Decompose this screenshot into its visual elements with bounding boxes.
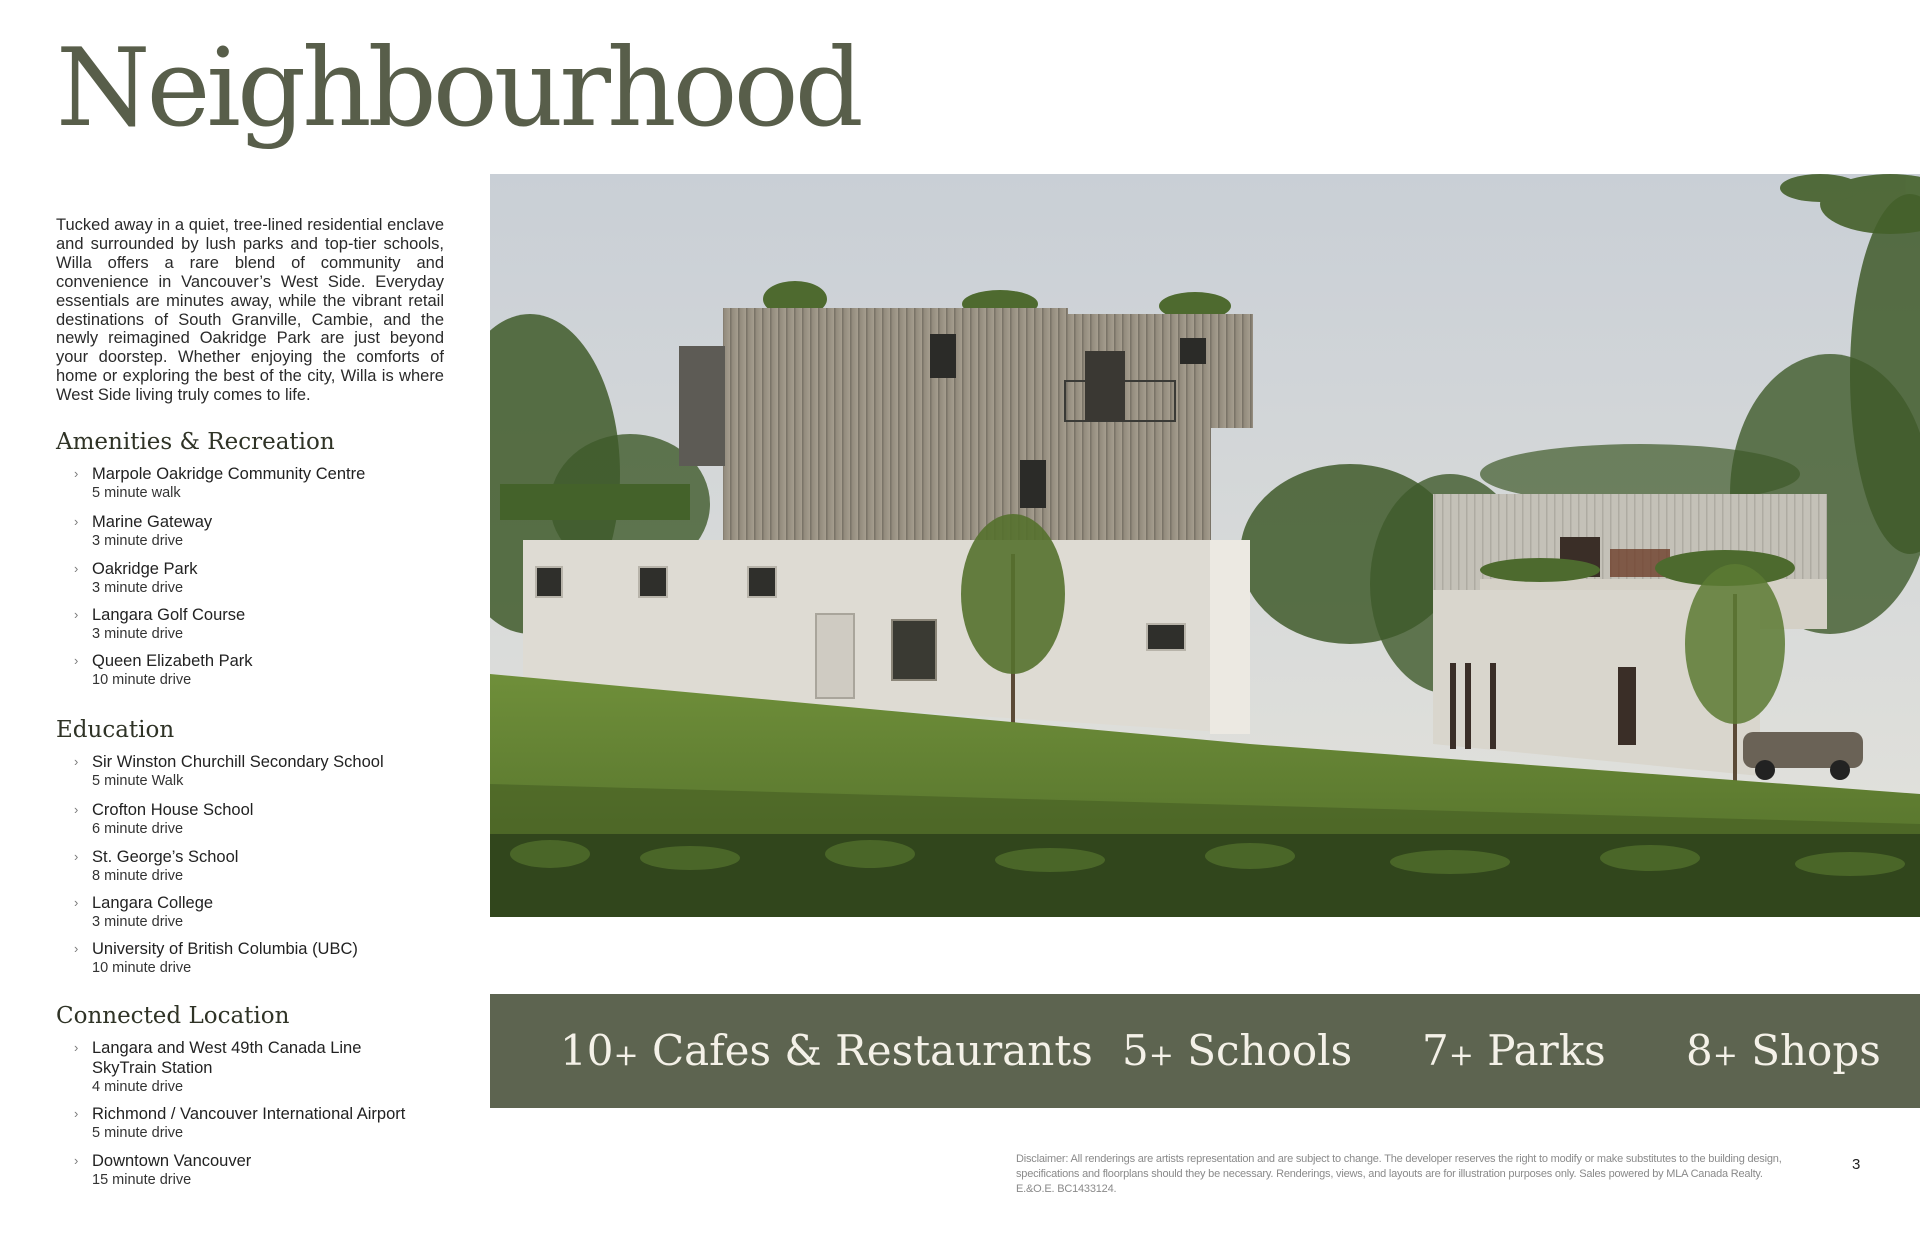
list-item-name: Langara Golf Course — [92, 606, 246, 624]
list-item-name: Richmond / Vancouver International Airport — [92, 1105, 406, 1123]
chevron-right-icon: › — [74, 653, 79, 668]
stat-plus: + — [613, 1038, 639, 1073]
list-item-distance: 3 minute drive — [92, 533, 184, 549]
list-item — [56, 512, 446, 550]
list-item-distance: 3 minute drive — [92, 914, 184, 930]
page-title: Neighbourhood — [56, 26, 860, 151]
list-item — [56, 800, 446, 838]
stat-label: Parks — [1487, 1026, 1606, 1075]
page-number: 3 — [1852, 1156, 1861, 1173]
chevron-right-icon: › — [74, 849, 79, 864]
stat-number: 5 — [1122, 1026, 1149, 1075]
chevron-right-icon: › — [74, 1106, 79, 1121]
chevron-right-icon: › — [74, 466, 79, 481]
connected-heading: Connected Location — [56, 1003, 290, 1029]
amenity-stats-bar — [490, 994, 1920, 1108]
chevron-right-icon: › — [74, 754, 79, 769]
chevron-right-icon: › — [74, 561, 79, 576]
chevron-right-icon: › — [74, 802, 79, 817]
stat-plus: + — [1712, 1038, 1738, 1073]
stat-label: Shops — [1751, 1026, 1881, 1075]
list-item-distance: 4 minute drive — [92, 1079, 184, 1095]
list-item — [56, 939, 446, 977]
list-item-distance: 3 minute drive — [92, 580, 184, 596]
chevron-right-icon: › — [74, 514, 79, 529]
stat-number: 8 — [1686, 1026, 1713, 1075]
list-item-name: Marpole Oakridge Community Centre — [92, 465, 366, 483]
list-item-name: Downtown Vancouver — [92, 1152, 252, 1170]
list-item-distance: 5 minute drive — [92, 1125, 184, 1141]
list-item-distance: 10 minute drive — [92, 960, 192, 976]
stat-plus: + — [1148, 1038, 1174, 1073]
list-item-name: Oakridge Park — [92, 560, 198, 578]
stat-label: Cafes & Restaurants — [651, 1026, 1093, 1075]
list-item — [56, 752, 446, 790]
list-item-distance: 15 minute drive — [92, 1172, 192, 1188]
list-item — [56, 651, 446, 689]
list-item-distance: 3 minute drive — [92, 626, 184, 642]
list-item — [56, 1151, 446, 1189]
list-item-distance: 5 minute walk — [92, 485, 181, 501]
stat-label: Schools — [1187, 1026, 1353, 1075]
list-item — [56, 847, 446, 885]
list-item-distance: 8 minute drive — [92, 868, 184, 884]
list-item-name: Marine Gateway — [92, 513, 213, 531]
stat-shops — [1686, 994, 1881, 1113]
list-item — [56, 893, 446, 931]
stat-schools — [1122, 994, 1352, 1113]
stat-plus: + — [1448, 1038, 1474, 1073]
list-item — [56, 1104, 446, 1142]
list-item — [56, 605, 446, 643]
amenities-heading: Amenities & Recreation — [56, 429, 335, 455]
stat-cafes-restaurants — [560, 994, 1093, 1113]
education-heading: Education — [56, 717, 175, 743]
list-item — [56, 464, 446, 502]
chevron-right-icon: › — [74, 1153, 79, 1168]
list-item — [56, 1038, 446, 1096]
list-item-distance: 5 minute Walk — [92, 773, 184, 789]
chevron-right-icon: › — [74, 941, 79, 956]
building-rendering-image — [490, 174, 1920, 917]
stat-number: 10 — [560, 1026, 614, 1075]
list-item-name: St. George’s School — [92, 848, 239, 866]
list-item-name: University of British Columbia (UBC) — [92, 940, 358, 958]
list-item-name: Queen Elizabeth Park — [92, 652, 253, 670]
list-item-distance: 10 minute drive — [92, 672, 192, 688]
list-item-name: Langara College — [92, 894, 214, 912]
list-item-name: Crofton House School — [92, 801, 254, 819]
chevron-right-icon: › — [74, 1040, 79, 1055]
stat-number: 7 — [1422, 1026, 1449, 1075]
chevron-right-icon: › — [74, 607, 79, 622]
list-item-name: Sir Winston Churchill Secondary School — [92, 753, 384, 771]
disclaimer-text: Disclaimer: All renderings are artists representation and are subject to change. The developer reserves the right to modify or make substitutes to the building design, specifications and floorplans should they be necessary. Renderings, views, and layouts are for illustration purposes only. Sales powered by MLA Canada Realty. E.&O.E. BC1433124. — [1016, 1153, 1782, 1195]
stat-parks — [1422, 994, 1606, 1113]
chevron-right-icon: › — [74, 895, 79, 910]
intro-paragraph: Tucked away in a quiet, tree-lined residential enclave and surrounded by lush parks and top-tier schools, Willa offers a rare blend of community and convenience in Vancouver’s West Side. Everyday essentials are minutes away, while the vibrant retail destinations of South Granville, Cambie, and the newly reimagined Oakridge Park are just beyond your doorstep. Whether enjoying the comforts of home or exploring the best of the city, Willa is where West Side living truly comes to life. — [56, 216, 444, 405]
list-item-distance: 6 minute drive — [92, 821, 184, 837]
list-item-name: Langara and West 49th Canada Line SkyTrain Station — [92, 1039, 362, 1077]
list-item — [56, 559, 446, 597]
